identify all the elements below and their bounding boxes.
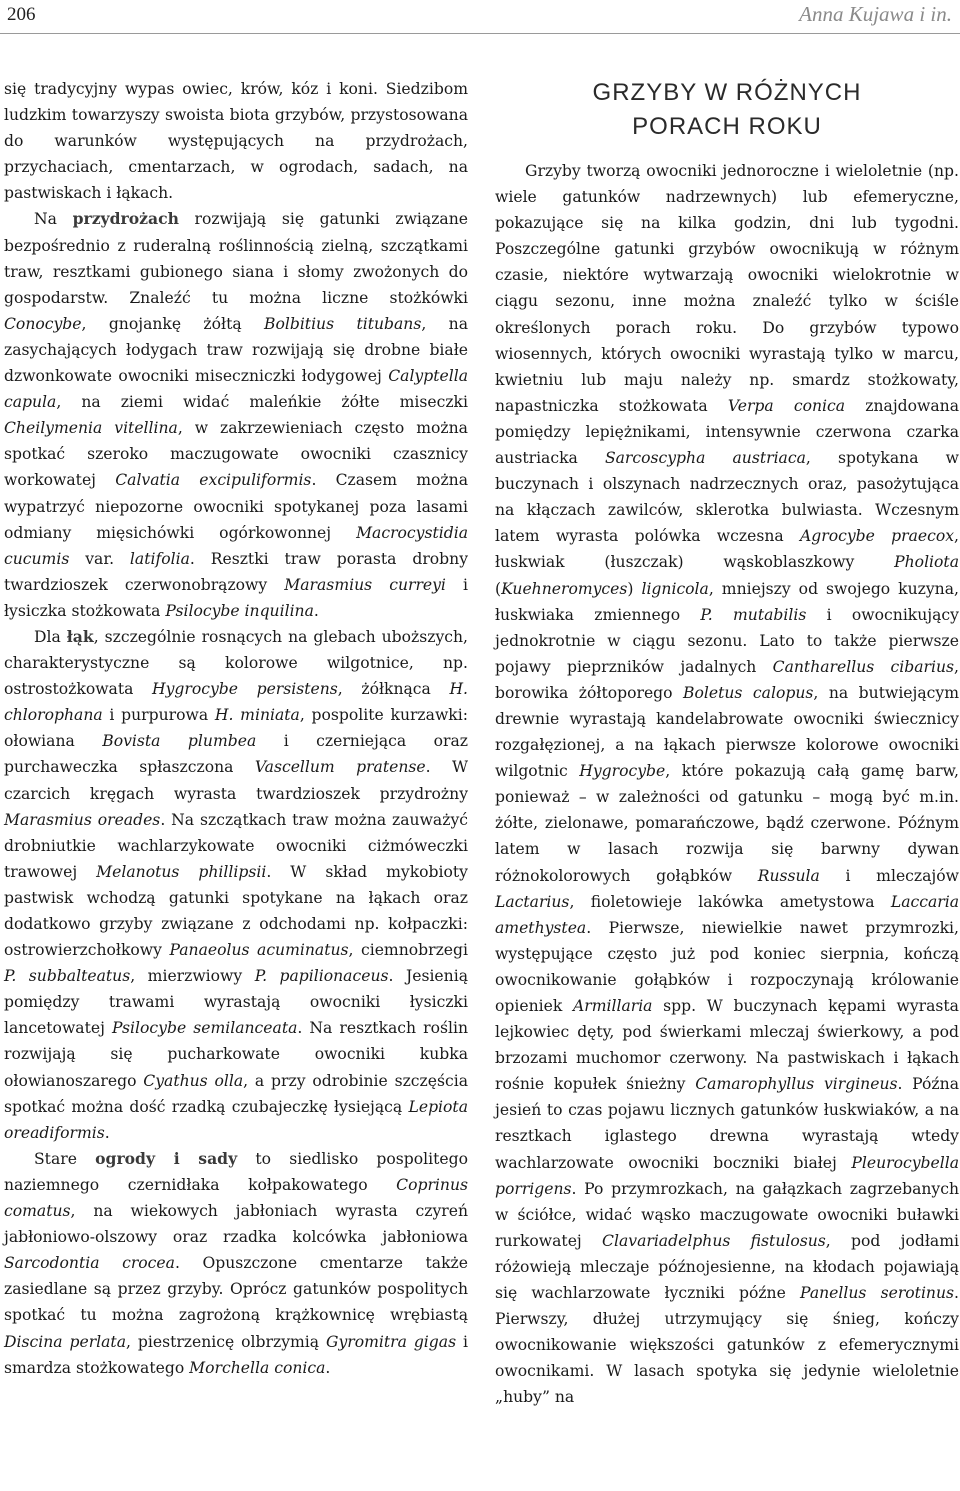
species-name: P. mutabilis (700, 605, 807, 624)
text-run: , mniejszy od swojego kuzyna, łuskwiaka zmiennego (495, 579, 959, 624)
text-run: , w zakrzewieniach często można spotkać szeroko maczugowate owocniki czasznicy workowatej (4, 419, 468, 490)
species-name: Pholiota (894, 553, 959, 572)
text-run: , mierzwiowy (130, 967, 255, 986)
species-name: Lactarius (495, 892, 570, 911)
species-name: Cantharellus cibarius (772, 657, 955, 676)
text-run: , żółknąca (337, 680, 450, 699)
text-run: . Pierwszy, dłużej utrzymujący się śnieg, kończy owocnikowanie większości gatunków z efemerycznymi owocnikami. W lasach spotyka się jedynie wieloletnie „huby” na (495, 1284, 959, 1407)
species-name: Lepiota oreadiformis (4, 1097, 468, 1142)
text-run: i smardza stożkowatego (4, 1332, 468, 1377)
text-run: , ciemnobrzegi (348, 941, 468, 960)
text-run: znajdowana pomiędzy lepiężnikami, intensywnie czerwona czarka austriacka (495, 396, 960, 468)
text-run: spp. W buczynach kępami wyrasta lejkowiec dęty, pod świerkami mleczaj świerkowy, a pod brzozami muchomor czerwony. Na pastwiskach i łąkach rośnie kopułek śnieżny (495, 997, 959, 1094)
species-name: Verpa conica (727, 396, 846, 415)
species-name: H. miniata (214, 706, 300, 725)
text-run: i mleczajów (819, 866, 959, 885)
left-paragraph-meadows (4, 624, 468, 1146)
left-text-column (4, 76, 468, 1381)
species-name: Conocybe (4, 314, 82, 333)
text-run: Grzyby tworzą owocniki jednoroczne i wieloletnie (np. wiele gatunków nadrzewnych) lub efemeryczne, pokazujące się na kilka godzin, dni lub tygodni. Poszczególne gatunki grzybów owocnikują w różnym czasie, niektóre wytwarzają owocniki wielokrotnie w ciągu sezonu, inne można znaleźć tylko w ściśle określonych porach roku. Do grzybów typowo wiosennych, których owocniki wyrastają tylko w marcu, kwietniu lub maju należy np. smardz stożkowaty, napastniczka stożkowata (495, 162, 959, 415)
species-name: Marasmius curreyi (284, 575, 446, 594)
species-name: Melanotus phillipsii (96, 862, 267, 881)
species-name: Sarcodontia crocea (4, 1254, 175, 1273)
species-name: Boletus calopus (683, 683, 814, 702)
species-name: Psilocybe inquilina (165, 601, 314, 620)
text-run: , na wiekowych jabłoniach wyrasta czyreń jabłoniowo-olszowy oraz rzadka kolcówka jabłoniowa (4, 1202, 468, 1247)
section-heading-line: PORACH ROKU (632, 113, 822, 140)
text-run: , spotykana w buczynach i olszynach nadrzecznych oraz, pasożytująca na kłączach zawilców, sklerotka bulwiasta. Wczesnym latem wyrasta polówka wczesna (495, 449, 959, 546)
text-run: , na zasychających łodygach traw rozwijają się drobne białe dzwonkowate owocniki miseczniczki łodygowej (4, 314, 468, 386)
text-run: . (325, 1358, 331, 1377)
text-run: . Jesienią pomiędzy trawami wyrastają owocniki łysiczki lancetowatej (4, 967, 468, 1038)
species-name: Armillaria (572, 997, 653, 1015)
text-run: . (104, 1123, 110, 1142)
text-run: . W skład mykobioty pastwisk wchodzą gatunki spotykane na łąkach oraz dodatkowo grzyby związane z odchodami np. kołpaczki: ostrowierzchołkowy (4, 862, 468, 960)
text-run: . Na resztkach roślin rozwijają się pucharkowate owocniki kubka ołowianoszarego (4, 1019, 469, 1090)
text-run: , fioletowieje lakówka ametystowa (569, 892, 891, 911)
species-name: Cyathus olla (143, 1071, 244, 1090)
species-name: P. subbalteatus (4, 967, 131, 986)
text-run: . W czarcich kręgach wyrasta twardzioszek przydrożny (4, 758, 468, 803)
running-head (0, 0, 960, 34)
text-run: , które pokazują całą gamę barw, ponieważ – w zależności od gatunku – mogą być m.in. żółte, zielonawe, pomarańczowe, bądź czerwone. Późnym latem w lasach rozwija się barwny dywan różnokolorowych gołąbków (495, 762, 959, 885)
text-run: , piestrzenicę olbrzymią (126, 1332, 326, 1351)
text-run: Dla (34, 627, 67, 646)
species-name: Agrocybe praecox (800, 527, 955, 546)
text-run: . Resztki traw porasta drobny twardzioszek czerwonobrązowy (4, 549, 469, 594)
text-run: to siedlisko pospolitego naziemnego czernidłaka kołpakowatego (4, 1149, 469, 1194)
text-run: var. (69, 549, 130, 568)
species-name: Marasmius oreades (4, 810, 161, 829)
page-number: 206 (7, 4, 36, 25)
right-text-column (495, 76, 959, 1411)
keyword-roadsides: przydrożach (72, 209, 179, 229)
text-run: , na butwiejącym drewnie wyrastają kandelabrowate owocniki świecznicy rozgałęzionej, a na łąkach pierwsze kolorowe owocniki wilgotnic (495, 683, 960, 781)
text-run: . Na szczątkach traw można zauważyć drobniutkie wachlarzykowate owocniki ciżmóweczki trawowej (4, 810, 468, 881)
text-run: , pospolite kurzawki: ołowiana (4, 706, 468, 751)
text-run: , szczególnie rosnących na glebach uboższych, charakterystyczne są kolorowe wilgotnice, np. ostrostożkowata (4, 627, 468, 699)
left-paragraph-1 (4, 76, 468, 206)
species-name: Coprinus comatus (4, 1175, 468, 1221)
text-run: , borowika żółtoporego (495, 657, 959, 702)
text-run: i owocnikujący jednokrotnie w ciągu sezonu. Lato to także pierwsze pojawy pieprzników jadalnych (495, 605, 959, 676)
species-name: Macrocystidia cucumis (4, 523, 468, 568)
species-name: Panaeolus acuminatus (169, 941, 349, 960)
text-run: , a przy odrobinie szczęścia spotkać można dość rzadką czubajeczkę łysiejącą (4, 1071, 468, 1116)
species-name: Cheilymenia vitellina (4, 419, 178, 438)
text-run: ( (495, 579, 502, 598)
text-run: rozwijają się gatunki związane bezpośrednio z ruderalną roślinnością zielną, szczątkami traw, resztkami gubionego siana i słomy zwożonych do gospodarstw. Znaleźć tu można liczne stożkówki (4, 210, 469, 307)
text-run: Na (34, 210, 73, 229)
species-name: Morchella conica (189, 1358, 326, 1377)
species-name: Camarophyllus virgineus (695, 1075, 898, 1094)
text-run: . (313, 601, 319, 620)
species-name: Calvatia excipuliformis (115, 471, 312, 490)
keyword-meadows: łąk (66, 626, 94, 646)
species-name: Bolbitius titubans (264, 314, 422, 333)
section-heading (495, 76, 959, 144)
species-name: Hygrocybe (579, 762, 666, 781)
text-run: . Późna jesień to czas pojawu licznych gatunków łuskwiaków, a na resztkach iglastego drewna wyrastają wtedy wachlarzowate owocniki boczniki białej (495, 1075, 959, 1172)
text-run: . Po przymrozkach, na gałązkach zagrzebanych w ściółce, widać wąsko maczugowate owocniki buławki rurkowatej (495, 1179, 959, 1250)
species-name: Discina perlata (4, 1332, 126, 1351)
species-name: Laccaria amethystea (495, 892, 959, 937)
species-name: Hygrocybe persistens (152, 680, 338, 699)
text-run: , pod jodłami różowieją mleczaje późnojesienne, na kłodach pojawiają się wachlarzowate łyczniki późne (495, 1231, 959, 1303)
section-heading-line: GRZYBY W RÓŻNYCH (592, 79, 862, 106)
species-name: latifolia (129, 549, 190, 568)
species-name: Sarcoscypha austriaca (604, 449, 806, 468)
species-name: Gyromitra gigas (326, 1332, 457, 1351)
text-run: ) (627, 579, 642, 598)
species-name: Russula (757, 866, 820, 885)
species-name: Psilocybe semilanceata (111, 1019, 298, 1038)
text-run: . Czasem można wypatrzyć niepozorne owocniki spotykanej poza lasami odmiany mięsichówki ogórkowonnej (4, 471, 468, 542)
text-run: i czerniejąca oraz purchaweczka spłaszczona (4, 732, 469, 777)
species-name: H. chlorophana (4, 680, 468, 725)
text-run: , na ziemi widać maleńkie żółte miseczki (56, 393, 468, 412)
text-run: , gnojankę żółtą (81, 314, 264, 333)
keyword-gardens: ogrody i sady (95, 1148, 238, 1168)
text-run: się tradycyjny wypas owiec, krów, kóz i koni. Siedzibom ludzkim towarzyszy swoista biota grzybów, przystosowana do warunków występujących na przydrożach, przychaciach, cmentarzach, w ogrodach, sadach, na pastwiskach i łąkach. (4, 80, 468, 203)
species-name: Calyptella capula (4, 367, 468, 412)
left-paragraph-gardens (4, 1146, 468, 1381)
species-name: Panellus serotinus (800, 1284, 955, 1303)
left-paragraph-roadsides (4, 206, 468, 624)
species-name: Clavariadelphus fistulosus (602, 1231, 826, 1250)
running-author: Anna Kujawa i in. (799, 2, 952, 26)
text-run: , łuskwiak (łuszczak) wąskoblaszkowy (495, 527, 959, 572)
right-paragraph-seasons (495, 158, 959, 1411)
species-name: Pleurocybella porrigens (495, 1153, 959, 1198)
text-run: Stare (34, 1149, 96, 1168)
text-run: . Opuszczone cmentarze także zasiedlane są przez grzyby. Oprócz gatunków pospolitych spotkać tu można zagrożoną krążkownicę wrębiastą (4, 1254, 468, 1325)
species-name: lignicola (641, 579, 709, 598)
text-run: i purpurowa (102, 706, 215, 725)
species-name: Kuehneromyces (501, 579, 628, 598)
species-name: P. papilionaceus (254, 967, 389, 986)
species-name: Vascellum pratense (254, 758, 426, 777)
text-run: i łysiczka stożkowata (4, 575, 468, 620)
text-run: . Pierwsze, niewielkie nawet przymrozki, występujące często już pod koniec sierpnia, kończą owocnikowanie gołąbków i rozpoczynają królowanie opieniek (495, 918, 959, 1015)
species-name: Bovista plumbea (102, 732, 257, 751)
